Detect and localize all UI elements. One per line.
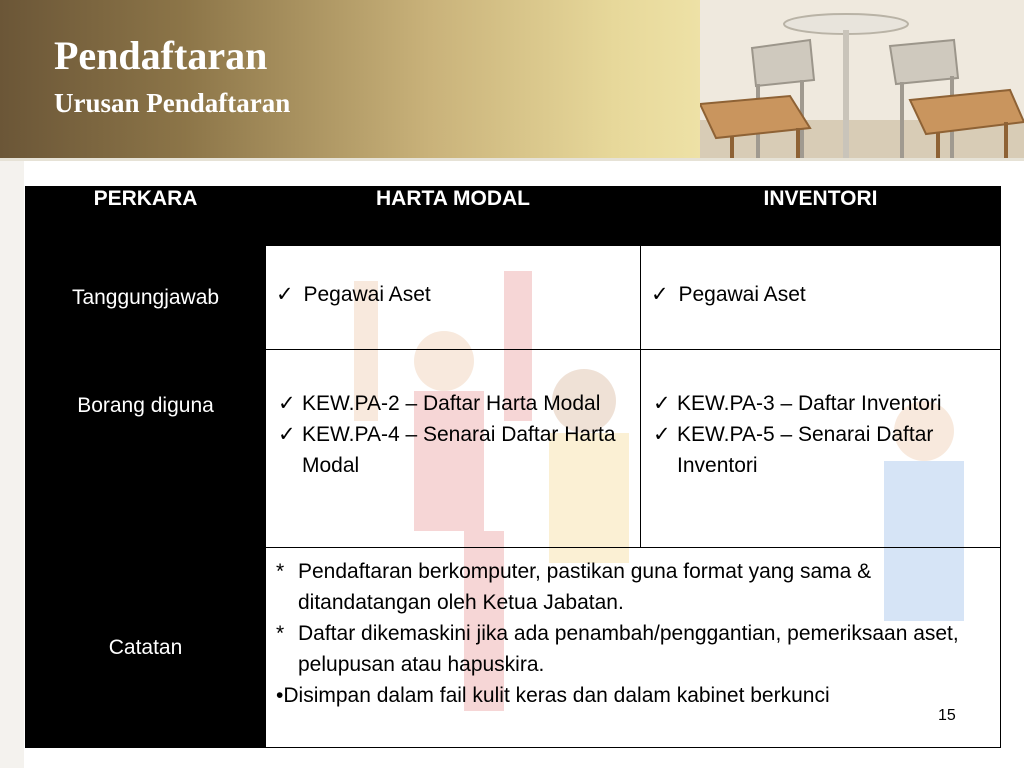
cell-inventori-tanggungjawab xyxy=(641,246,1001,350)
item-text: KEW.PA-3 – Daftar Inventori xyxy=(677,392,942,416)
row-label-catatan: Catatan xyxy=(26,548,266,748)
registration-table xyxy=(25,186,1001,748)
header-harta-modal: HARTA MODAL xyxy=(266,187,641,246)
slide-header xyxy=(0,0,1024,160)
note-text: Daftar dikemaskini jika ada penambah/penggantian, pemeriksaan aset, pelupusan atau hapuskira. xyxy=(298,622,959,677)
left-margin-strip xyxy=(0,161,24,768)
asterisk-marker: * xyxy=(276,560,285,584)
page-number: 15 xyxy=(938,707,956,724)
cell-harta-modal-tanggungjawab xyxy=(266,246,641,350)
list-item xyxy=(641,388,1000,419)
check-icon: ✓ xyxy=(276,283,294,307)
note-item xyxy=(276,556,1000,618)
item-text: KEW.PA-4 – Senarai Daftar Harta Modal xyxy=(302,423,616,478)
table-row xyxy=(26,350,1001,548)
row-label-borang-diguna: Borang diguna xyxy=(26,350,266,548)
slide-title: Pendaftaran xyxy=(54,33,268,78)
row-label-tanggungjawab: Tanggungjawab xyxy=(26,246,266,350)
note-text: Pendaftaran berkomputer, pastikan guna format yang sama & ditandatangan oleh Ketua Jabatan. xyxy=(298,560,872,615)
table-row xyxy=(26,246,1001,350)
note-item xyxy=(276,618,1000,680)
check-icon: ✓ xyxy=(278,423,296,447)
item-text: KEW.PA-2 – Daftar Harta Modal xyxy=(302,392,601,416)
check-icon: ✓ xyxy=(278,392,296,416)
cell-inventori-borang xyxy=(641,350,1001,548)
check-icon: ✓ xyxy=(653,423,671,447)
asterisk-marker: * xyxy=(276,622,285,646)
cell-catatan-notes xyxy=(266,548,1001,748)
table-row xyxy=(26,548,1001,748)
list-item xyxy=(266,419,640,481)
header-inventori: INVENTORI xyxy=(641,187,1001,246)
cell-harta-modal-borang xyxy=(266,350,641,548)
list-item xyxy=(266,388,640,419)
check-icon: ✓ xyxy=(651,283,669,307)
list-item xyxy=(641,419,1000,481)
cell-text: Pegawai Aset xyxy=(303,283,431,307)
check-icon: ✓ xyxy=(653,392,671,416)
table-header-row xyxy=(26,187,1001,246)
note-item xyxy=(276,680,1000,711)
cell-text: Pegawai Aset xyxy=(678,283,806,307)
bullet-icon: • xyxy=(276,684,284,708)
header-perkara: PERKARA xyxy=(26,187,266,246)
item-text: KEW.PA-5 – Senarai Daftar Inventori xyxy=(677,423,934,478)
note-text: Disimpan dalam fail kulit keras dan dalam kabinet berkunci xyxy=(283,684,830,708)
header-photo xyxy=(700,0,1024,158)
slide-subtitle: Urusan Pendaftaran xyxy=(54,88,291,118)
stools-table-illustration xyxy=(700,0,1024,158)
